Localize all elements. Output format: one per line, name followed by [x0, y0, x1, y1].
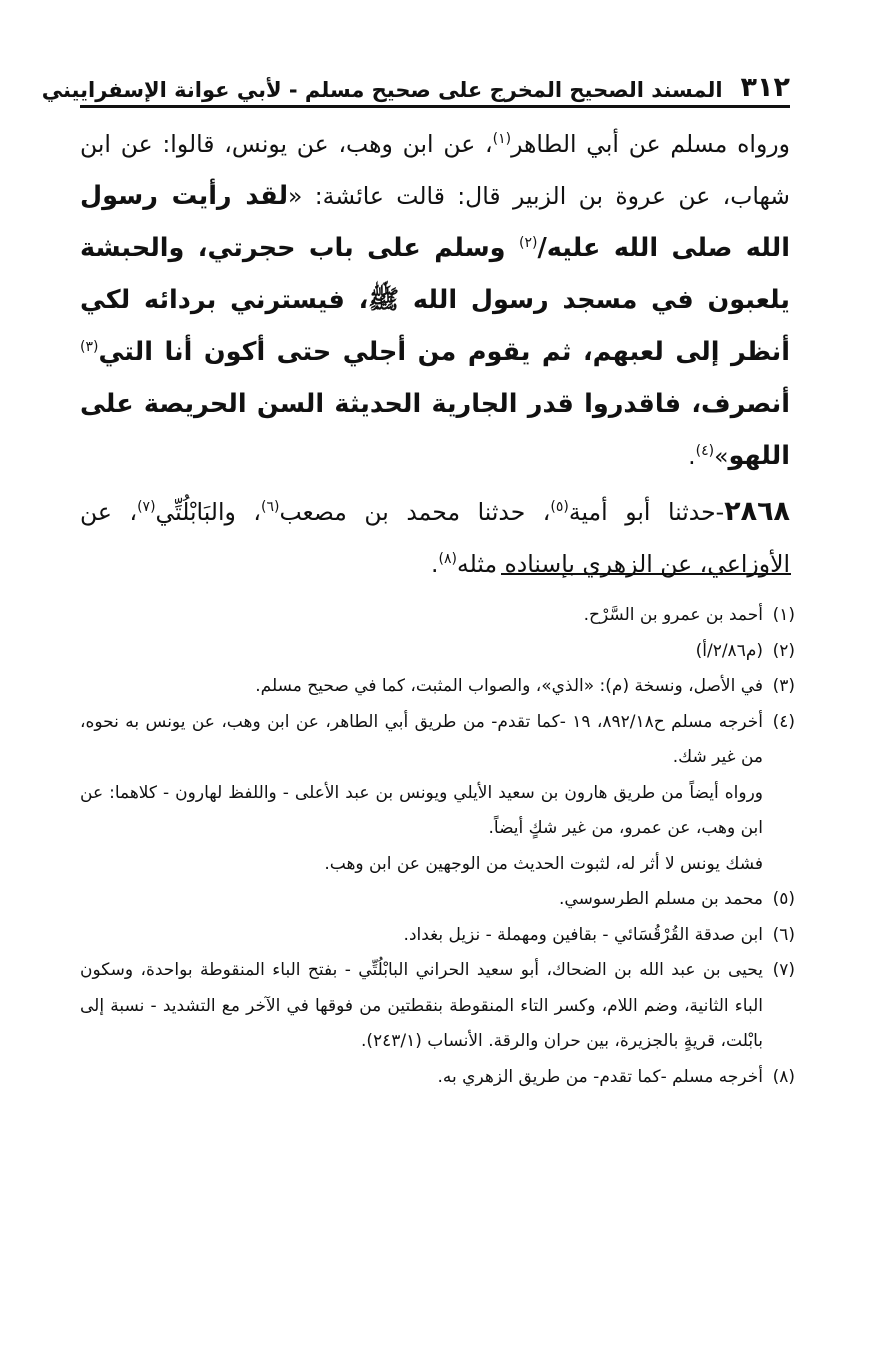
footnote-ref-7: (٧)	[137, 499, 156, 516]
footnote-number: (٢)	[772, 640, 795, 661]
footnote-text: أحمد بن عمرو بن السَّرْح.	[583, 605, 763, 625]
page-number: ٣١٢	[740, 72, 790, 103]
footnote-number: (٥)	[772, 889, 795, 909]
main-text	[80, 118, 790, 590]
footnote-number: (٦)	[772, 924, 795, 945]
footnote-text: ورواه أيضاً من طريق هارون بن سعيد الأيلي ويونس بن عبد الأعلى - واللفظ لهارون - كلاهما: عن ابن وهب، عن عمرو، من غير شكٍ أيضاً.	[80, 782, 763, 838]
footnote-number: (٤)	[772, 711, 796, 732]
footnote-text: محمد بن مسلم الطرسوسي.	[559, 889, 763, 909]
book-title: المسند الصحيح المخرج على صحيح مسلم - لأبي عوانة الإسفراييني	[41, 78, 723, 102]
footnote-4	[80, 705, 795, 776]
footnote-text: أخرجه مسلم -كما تقدم- من طريق الزهري به.	[437, 1066, 763, 1087]
footnote-ref-5: (٥)	[550, 499, 569, 516]
hadith-number: ٢٨٦٨	[724, 496, 791, 527]
footnote-5	[80, 882, 795, 918]
footnote-text: ابن صدقة القُرْقُسَائي - بقافين ومهملة - نزيل بغداد.	[403, 924, 763, 945]
footnote-text: فشك يونس لا أثر له، لثبوت الحديث من الوجهين عن ابن وهب.	[324, 853, 763, 874]
p1-period: .	[688, 442, 696, 470]
p2-text-c: ، والبَابْلُتِّي	[155, 498, 261, 526]
footnote-text: (م٢/٨٦/أ)	[695, 640, 763, 661]
footnote-ref-8: (٨)	[438, 551, 457, 568]
footnote-1	[80, 598, 795, 634]
footnote-number: (٧)	[772, 960, 795, 980]
footnote-ref-1: (١)	[492, 131, 512, 148]
footnote-text: في الأصل، ونسخة (م): «الذي»، والصواب المثبت، كما في صحيح مسلم.	[255, 676, 763, 696]
p1-text-b: ، عن ابن وهب، عن يونس، قالوا: عن ابن شهاب، عن عروة بن الزبير قال: قالت عائشة: «	[80, 130, 790, 210]
hadith-quote-a: لقد رأيت رسول الله صلى الله عليه/	[80, 181, 790, 263]
p2-text-a: -حدثنا أبو أمية	[568, 498, 725, 526]
footnote-4-continuation-1	[80, 776, 795, 847]
footnote-text: أخرجه مسلم ح٨٩٢/١٨، ١٩ -كما تقدم- من طريق أبي الطاهر، عن ابن وهب، عن يونس به نحوه، من غير شك.	[80, 711, 764, 767]
p2-period: .	[431, 550, 439, 578]
running-header	[41, 68, 790, 108]
footnote-ref-3: (٣)	[80, 339, 99, 356]
p2-text-d: ، عن الأوزاعي، عن الزهري بإسناده مثله	[80, 498, 790, 578]
footnote-number: (١)	[772, 605, 795, 625]
footnote-ref-4: (٤)	[695, 443, 715, 460]
paragraph-1	[80, 118, 790, 482]
footnote-2	[80, 634, 795, 670]
p2-text-b: ، حدثنا محمد بن مصعب	[279, 498, 551, 526]
footnote-separator	[501, 573, 791, 575]
quote-close: »	[714, 442, 729, 470]
footnote-6	[80, 918, 795, 954]
footnote-number: (٨)	[772, 1066, 795, 1087]
footnote-3	[80, 669, 795, 705]
footnotes	[80, 598, 795, 1095]
footnote-7	[80, 953, 795, 1060]
footnote-4-continuation-2	[80, 847, 795, 883]
hadith-quote-b: وسلم على باب حجرتي، والحبشة يلعبون في مسجد رسول الله ﷺ، فيسترني بردائه لكي أنظر إلى لعبهم، ثم يقوم من أجلي حتى أكون أنا التي	[80, 233, 790, 367]
p1-text-a: ورواه مسلم عن أبي الطاهر	[511, 130, 790, 158]
footnote-ref-2: (٢)	[518, 235, 538, 252]
footnote-number: (٣)	[772, 676, 795, 696]
hadith-quote-c: أنصرف، فاقدروا قدر الجارية الحديثة السن الحريصة على اللهو	[80, 389, 790, 471]
footnote-ref-6: (٦)	[260, 499, 280, 516]
footnote-8	[80, 1060, 795, 1096]
footnote-text: يحيى بن عبد الله بن الضحاك، أبو سعيد الحراني البابْلُتِّي - بفتح الباء المنقوطة بواحدة، وسكون الباء الثانية، وضم اللام، وكسر التاء المنقوطة بنقطتين من فوقها في الآخر مع التشديد - نسبة إلى بابْلت، قريةٍ بالجزيرة، بين حران والرقة. الأنساب (٢٤٣/١).	[80, 960, 763, 1051]
